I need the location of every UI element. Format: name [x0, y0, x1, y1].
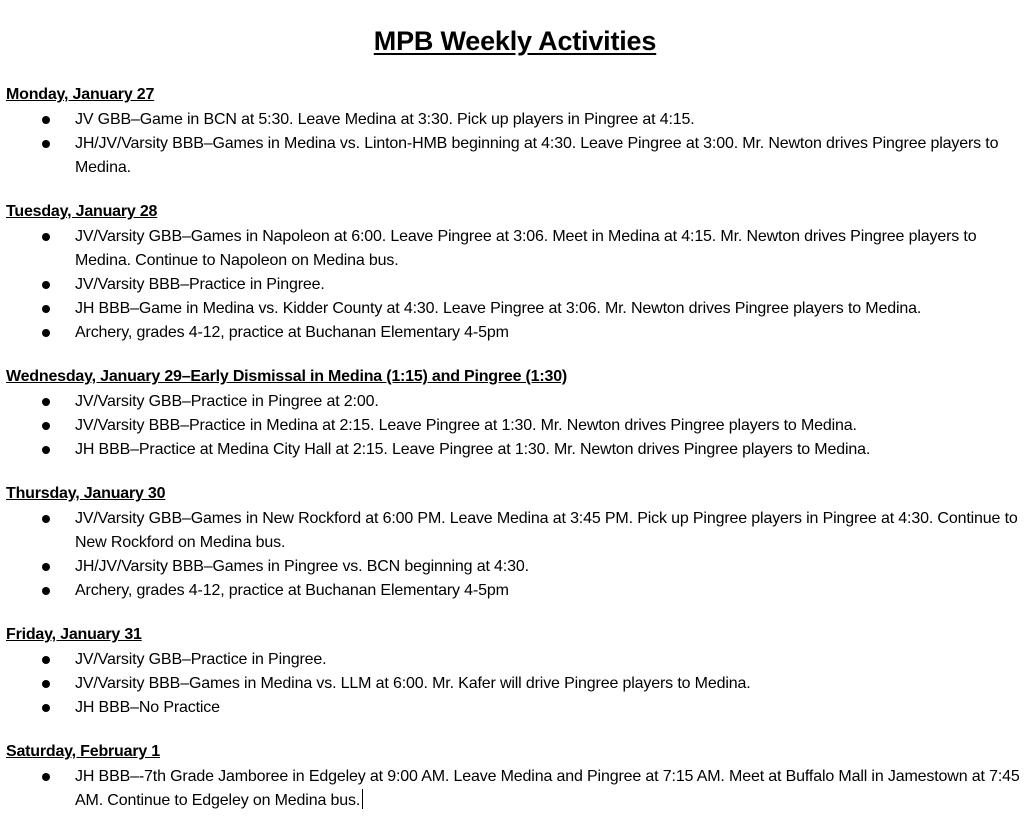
activity-list	[6, 390, 1024, 462]
activity-item	[6, 438, 1024, 462]
activity-item	[6, 696, 1024, 720]
activity-list	[6, 765, 1024, 813]
activity-text: JH/JV/Varsity BBB–Games in Medina vs. Linton-HMB beginning at 4:30. Leave Pingree at 3:00. Mr. Newton drives Pingree players to Medina.	[75, 135, 999, 176]
activity-text: JV/Varsity BBB–Games in Medina vs. LLM at 6:00. Mr. Kafer will drive Pingree players to Medina.	[75, 675, 751, 692]
activity-text: Archery, grades 4-12, practice at Buchanan Elementary 4-5pm	[75, 582, 509, 599]
bullet-icon	[42, 648, 50, 672]
bullet-icon	[42, 555, 50, 579]
bullet-icon	[42, 438, 50, 462]
activity-text: JH BBB–-7th Grade Jamboree in Edgeley at 9:00 AM. Leave Medina and Pingree at 7:15 AM. Meet at Buffalo Mall in Jamestown at 7:45 AM. Continue to Edgeley on Medina bus.	[75, 768, 1020, 809]
bullet-icon	[42, 765, 50, 789]
text-cursor	[362, 789, 363, 809]
activity-list	[6, 225, 1024, 345]
day-heading: Tuesday, January 28	[6, 203, 158, 220]
bullet-icon	[42, 225, 50, 249]
activity-text: JH BBB–Game in Medina vs. Kidder County at 4:30. Leave Pingree at 3:06. Mr. Newton drives Pingree players to Medina.	[75, 300, 922, 317]
activity-item	[6, 225, 1024, 273]
bullet-icon	[42, 579, 50, 603]
day-section	[6, 742, 1024, 813]
activity-item	[6, 507, 1024, 555]
bullet-icon	[42, 507, 50, 531]
activity-text: JH BBB–No Practice	[75, 699, 220, 716]
day-heading: Wednesday, January 29–Early Dismissal in Medina (1:15) and Pingree (1:30)	[6, 368, 568, 385]
day-heading: Friday, January 31	[6, 626, 142, 643]
day-section	[6, 484, 1024, 603]
activity-item	[6, 555, 1024, 579]
bullet-icon	[42, 696, 50, 720]
activity-text: JV/Varsity GBB–Games in New Rockford at 6:00 PM. Leave Medina at 3:45 PM. Pick up Pingree players in Pingree at 4:30. Continue to New Rockford on Medina bus.	[75, 510, 1018, 551]
page-title: MPB Weekly Activities	[373, 26, 657, 56]
activity-text: JV GBB–Game in BCN at 5:30. Leave Medina at 3:30. Pick up players in Pingree at 4:15.	[75, 111, 695, 128]
day-heading: Monday, January 27	[6, 86, 155, 103]
bullet-icon	[42, 273, 50, 297]
activity-text: JH BBB–Practice at Medina City Hall at 2:15. Leave Pingree at 1:30. Mr. Newton drives Pingree players to Medina.	[75, 441, 871, 458]
bullet-icon	[42, 390, 50, 414]
activity-item	[6, 390, 1024, 414]
activity-item	[6, 297, 1024, 321]
activity-item	[6, 579, 1024, 603]
bullet-icon	[42, 414, 50, 438]
activity-item	[6, 648, 1024, 672]
activity-item	[6, 672, 1024, 696]
activity-text: Archery, grades 4-12, practice at Buchanan Elementary 4-5pm	[75, 324, 509, 341]
activity-item	[6, 414, 1024, 438]
activity-list	[6, 108, 1024, 180]
activity-item	[6, 765, 1024, 813]
bullet-icon	[42, 108, 50, 132]
bullet-icon	[42, 321, 50, 345]
activity-list	[6, 648, 1024, 720]
activity-list	[6, 507, 1024, 603]
activity-text: JV/Varsity BBB–Practice in Pingree.	[75, 276, 325, 293]
activity-item	[6, 273, 1024, 297]
activity-text: JH/JV/Varsity BBB–Games in Pingree vs. BCN beginning at 4:30.	[75, 558, 529, 575]
bullet-icon	[42, 132, 50, 156]
day-heading: Saturday, February 1	[6, 743, 160, 760]
activity-item	[6, 108, 1024, 132]
day-section	[6, 85, 1024, 180]
bullet-icon	[42, 297, 50, 321]
bullet-icon	[42, 672, 50, 696]
activity-text: JV/Varsity BBB–Practice in Medina at 2:15. Leave Pingree at 1:30. Mr. Newton drives Pingree players to Medina.	[75, 417, 857, 434]
activity-item	[6, 321, 1024, 345]
day-section	[6, 367, 1024, 462]
activity-text: JV/Varsity GBB–Practice in Pingree.	[75, 651, 327, 668]
day-section	[6, 202, 1024, 345]
day-heading: Thursday, January 30	[6, 485, 166, 502]
activity-text: JV/Varsity GBB–Games in Napoleon at 6:00. Leave Pingree at 3:06. Meet in Medina at 4:15. Mr. Newton drives Pingree players to Medina. Continue to Napoleon on Medina bus.	[75, 228, 977, 269]
schedule	[6, 85, 1024, 813]
activity-item	[6, 132, 1024, 180]
activity-text: JV/Varsity GBB–Practice in Pingree at 2:00.	[75, 393, 379, 410]
day-section	[6, 625, 1024, 720]
